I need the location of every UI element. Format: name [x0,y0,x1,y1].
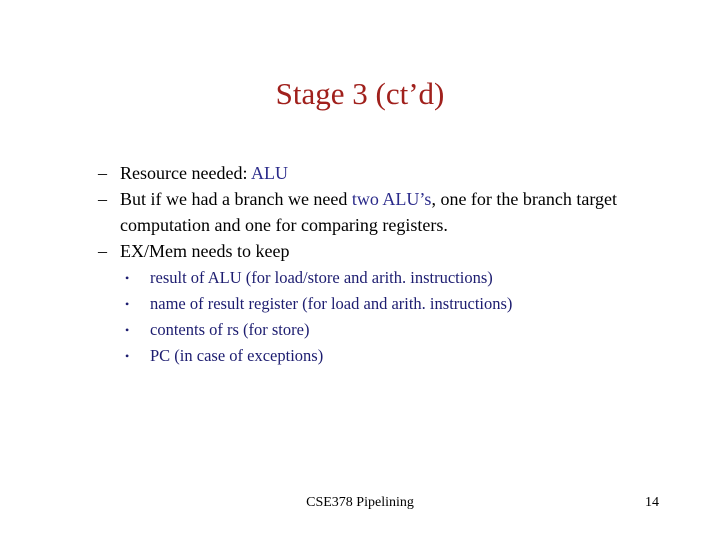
slide-footer: CSE378 Pipelining [306,495,414,510]
bullet-dot-icon: • [125,323,130,337]
bullet-ex-mem [98,238,678,264]
highlight-text: two ALU’s [351,189,432,209]
bullet-dot-icon: • [125,349,130,363]
sub-bullet-item [116,265,678,291]
bullet-dot-icon: • [125,297,130,311]
bullet-text: , one for the branch target computation and one for comparing registers. [120,189,618,235]
sub-bullet-text: name of result register (for load and arith. instructions) [150,294,513,313]
sub-bullet-list [116,265,678,369]
page-number: 14 [645,495,659,510]
bullet-list [98,160,678,369]
bullet-branch-alus [98,186,678,238]
sub-bullet-item [116,343,678,369]
sub-bullet-item [116,291,678,317]
bullet-text: But if we had a branch we need [120,189,352,209]
sub-bullet-text: PC (in case of exceptions) [150,346,324,365]
sub-bullet-item [116,317,678,343]
bullet-text: EX/Mem needs to keep [120,241,290,261]
dash-marker: – [98,163,107,183]
dash-marker: – [98,189,107,209]
sub-bullet-text: result of ALU (for load/store and arith. instructions) [150,268,493,287]
sub-bullet-text: contents of rs (for store) [150,320,310,339]
highlight-text: ALU [250,163,288,183]
slide-title: Stage 3 (ct’d) [275,76,445,111]
dash-marker: – [98,241,107,261]
bullet-resource-needed [98,160,678,186]
bullet-dot-icon: • [125,271,130,285]
bullet-text: Resource needed: [120,163,251,183]
